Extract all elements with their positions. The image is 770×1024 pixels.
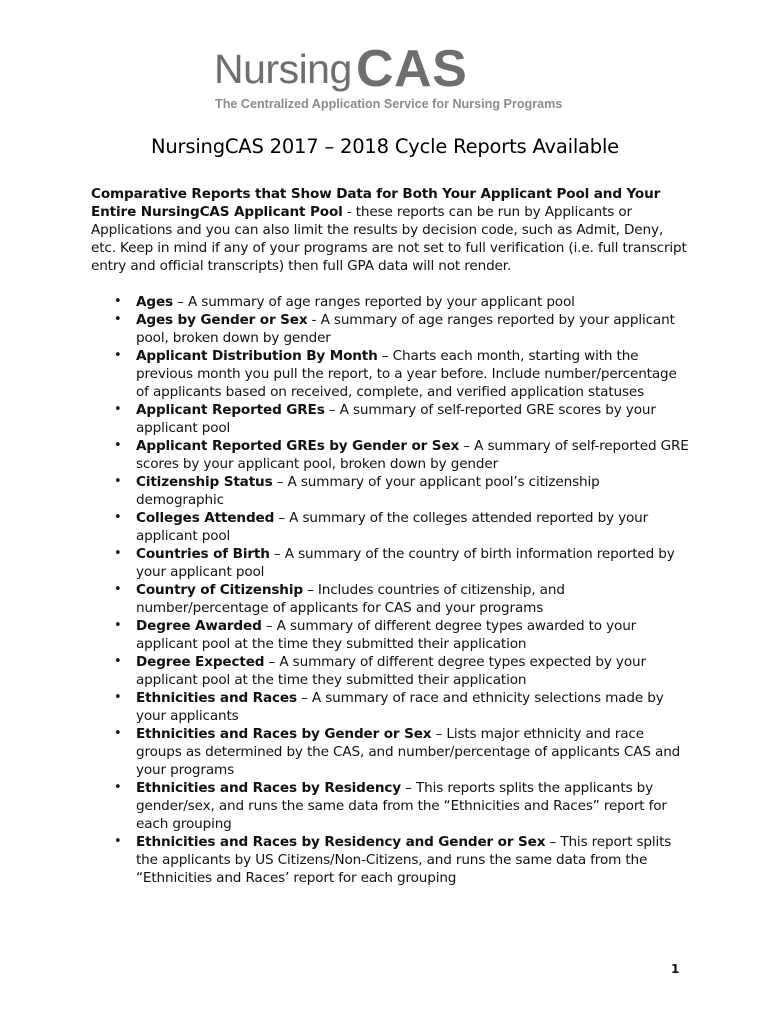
bullet-icon: • — [114, 348, 122, 363]
report-description: – A summary of age ranges reported by your applicant pool — [172, 294, 575, 310]
report-name: Ethnicities and Races by Residency — [136, 780, 401, 796]
report-description: – This reports splits the applicants by gender/sex, and runs the same data from the “Ethnicities and Races” report for each grouping — [136, 780, 667, 832]
bullet-icon: • — [114, 546, 122, 561]
report-description: – A summary of self-reported GRE scores by your applicant pool — [136, 402, 656, 436]
report-description: – Charts each month, starting with the previous month you pull the report, to a year before. Include number/percentage of applicants based on received, complete, and verified application statuses — [136, 348, 677, 400]
report-item — [91, 779, 691, 833]
report-name: Country of Citizenship — [136, 582, 303, 598]
page-number: 1 — [671, 962, 680, 976]
bullet-icon: • — [114, 618, 122, 633]
report-name: Ethnicities and Races by Residency and Gender or Sex — [136, 834, 546, 850]
report-name: Ethnicities and Races — [136, 690, 297, 706]
report-item — [91, 347, 691, 401]
report-item — [91, 725, 691, 779]
bullet-icon: • — [114, 402, 122, 417]
report-name: Colleges Attended — [136, 510, 275, 526]
report-description: – A summary of different degree types expected by your applicant pool at the time they submitted their application — [136, 654, 646, 688]
report-item — [91, 653, 691, 689]
report-description: – A summary of the country of birth information reported by your applicant pool — [136, 546, 675, 580]
report-item — [91, 689, 691, 725]
bullet-icon: • — [114, 474, 122, 489]
report-item — [91, 473, 691, 509]
report-description: - A summary of age ranges reported by your applicant pool, broken down by gender — [136, 312, 675, 346]
report-item — [91, 437, 691, 473]
bullet-icon: • — [114, 834, 122, 849]
report-description: – A summary of the colleges attended reported by your applicant pool — [136, 510, 649, 544]
report-name: Citizenship Status — [136, 474, 273, 490]
report-item — [91, 401, 691, 437]
bullet-icon: • — [114, 690, 122, 705]
report-description: – A summary of race and ethnicity selections made by your applicants — [136, 690, 664, 724]
report-description: – A summary of self-reported GRE scores by your applicant pool, broken down by gender — [136, 438, 689, 472]
report-name: Countries of Birth — [136, 546, 270, 562]
bullet-icon: • — [114, 510, 122, 525]
logo-tagline: The Centralized Application Service for Nursing Programs — [215, 97, 563, 111]
bullet-icon: • — [114, 438, 122, 453]
report-item — [91, 833, 691, 887]
document-body — [91, 185, 691, 887]
report-name: Ages — [136, 294, 173, 310]
bullet-icon: • — [114, 312, 122, 327]
logo-word-cas: CAS — [356, 40, 468, 98]
report-description: – A summary of your applicant pool’s citizenship demographic — [136, 474, 600, 508]
intro-text: - these reports can be run by Applicants or Applications and you can also limit the results by decision code, such as Admit, Deny, etc. Keep in mind if any of your programs are not set to full verification (i.e. full transcript entry and official transcripts) then full GPA data will not render. — [91, 204, 687, 274]
report-description: – Includes countries of citizenship, and number/percentage of applicants for CAS and your programs — [136, 582, 565, 616]
report-name: Applicant Reported GREs by Gender or Sex — [136, 438, 460, 454]
report-description: – Lists major ethnicity and race groups as determined by the CAS, and number/percentage of applicants CAS and your programs — [136, 726, 681, 778]
bullet-icon: • — [114, 654, 122, 669]
bullet-icon: • — [114, 582, 122, 597]
report-item — [91, 617, 691, 653]
report-item — [91, 293, 691, 311]
report-item — [91, 545, 691, 581]
intro-paragraph — [91, 185, 691, 275]
report-name: Applicant Reported GREs — [136, 402, 325, 418]
report-description: – A summary of different degree types awarded to your applicant pool at the time they submitted their application — [136, 618, 637, 652]
bullet-icon: • — [114, 294, 122, 309]
report-name: Ethnicities and Races by Gender or Sex — [136, 726, 432, 742]
nursingcas-logo — [214, 40, 574, 114]
logo-word-nursing: Nursing — [214, 46, 352, 92]
report-item — [91, 311, 691, 347]
intro-heading: Comparative Reports that Show Data for Both Your Applicant Pool and Your Entire NursingCAS Applicant Pool — [91, 186, 661, 220]
report-item — [91, 581, 691, 617]
bullet-icon: • — [114, 726, 122, 741]
report-name: Degree Awarded — [136, 618, 262, 634]
report-item — [91, 509, 691, 545]
report-name: Degree Expected — [136, 654, 265, 670]
report-name: Ages by Gender or Sex — [136, 312, 308, 328]
bullet-icon: • — [114, 780, 122, 795]
report-list — [91, 293, 691, 887]
report-name: Applicant Distribution By Month — [136, 348, 378, 364]
document-title: NursingCAS 2017 – 2018 Cycle Reports Available — [151, 135, 619, 158]
report-description: – This report splits the applicants by US Citizens/Non-Citizens, and runs the same data from the “Ethnicities and Races’ report for each grouping — [136, 834, 672, 886]
